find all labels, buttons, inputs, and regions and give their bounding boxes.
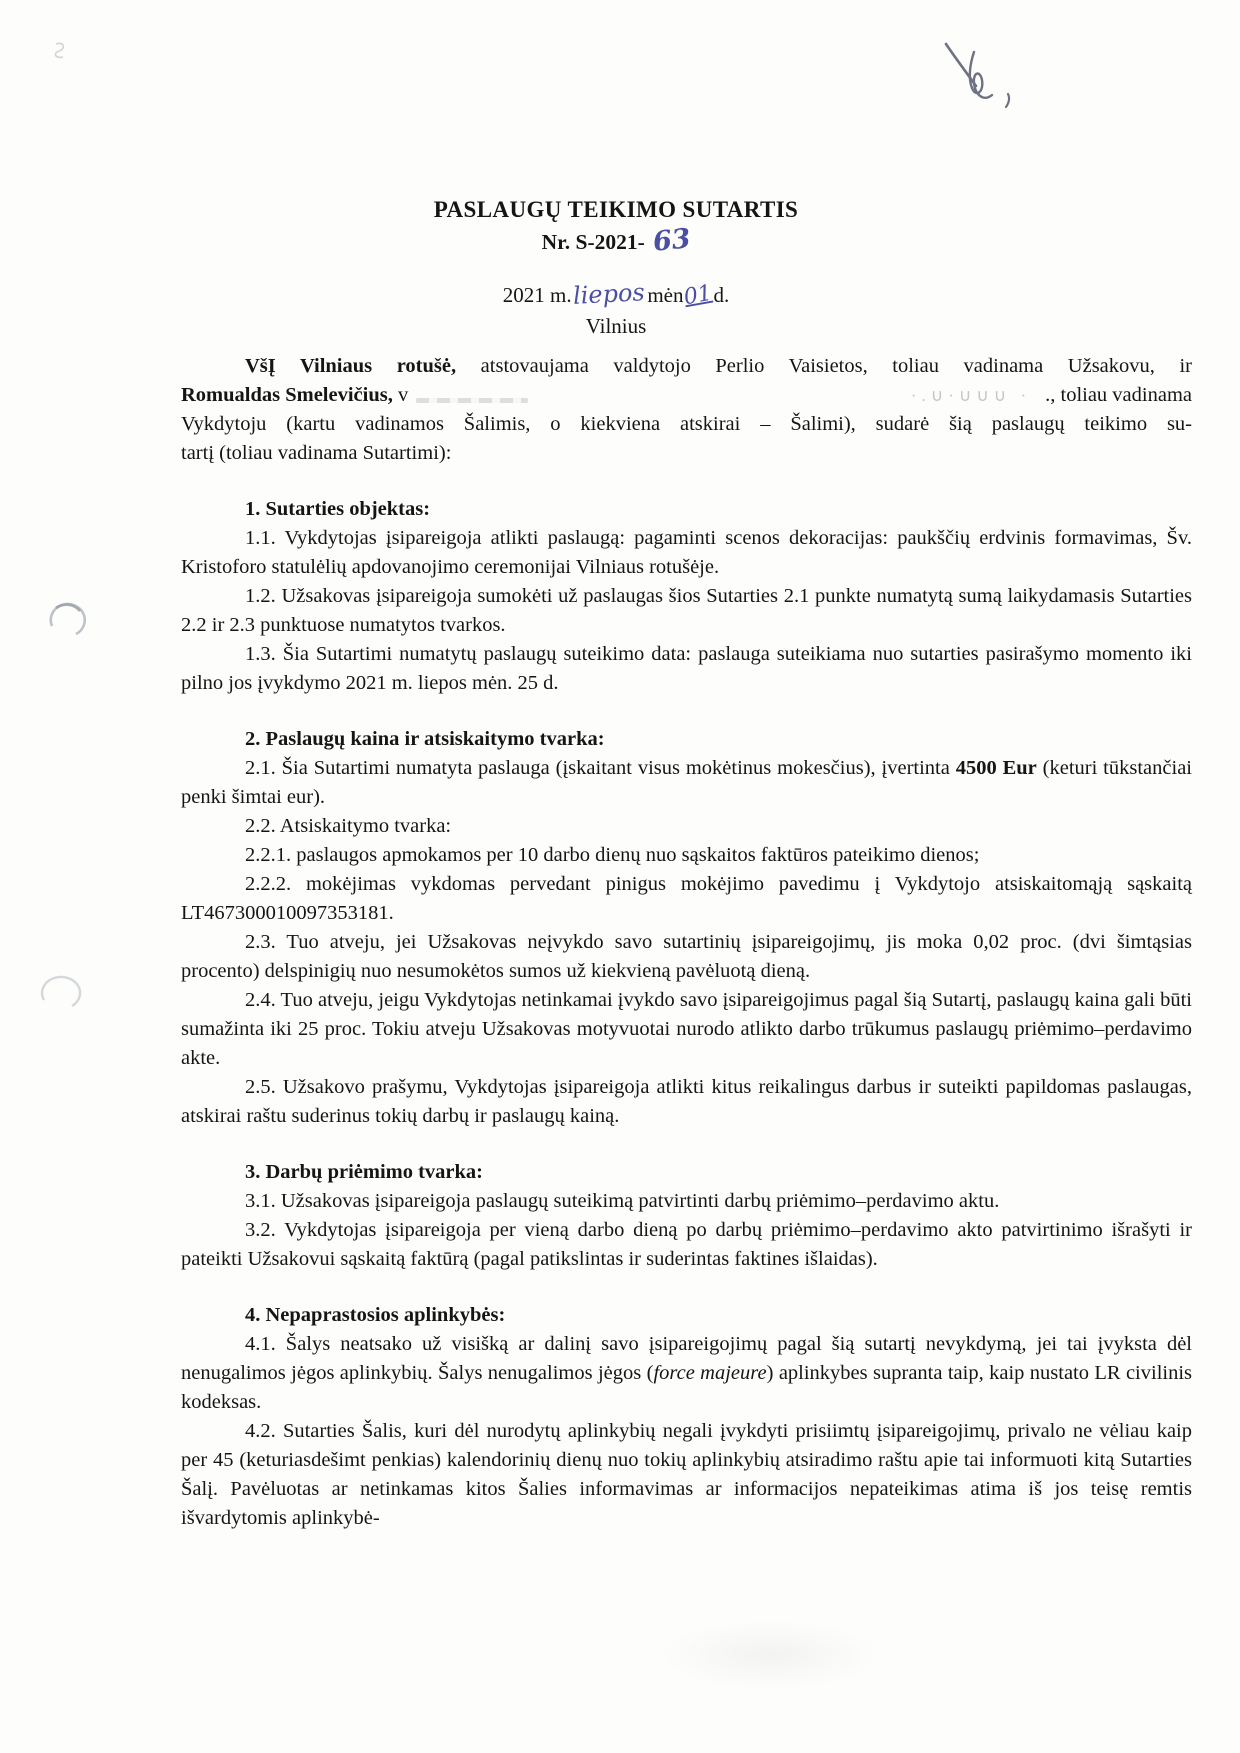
paragraph [181,582,1192,640]
paragraph [181,1073,1192,1131]
text-segment: 2.1. Šia Sutartimi numatyta paslauga (įskaitant visus mokėtinus mokesčius), įvertinta [245,757,956,779]
section-heading: 4. Nepaprastosios aplinkybės: [245,1304,506,1326]
document-title: PASLAUGŲ TEIKIMO SUTARTIS [433,197,799,222]
intro-line-3: Vykdytoju (kartu vadinamos Šalimis, o kiekviena atskirai – Šalimi), sudarė šią paslaugų teikimo su- [181,413,1192,435]
contract-number-line [0,225,1232,256]
handwritten-day: 01 [682,280,715,311]
intro-line-1-rest: atstovaujama valdytojo Perlio Vaisietos, toliau vadinama Užsakovu, ir [456,355,1192,377]
text-segment: 2.2.2. mokėjimas vykdomas pervedant pinigus mokėjimo pavedimu į Vykdytojo atsiskaitomąją sąskaitą LT467300010097353181. [181,873,1192,924]
text-segment: 1.3. Šia Sutartimi numatytų paslaugų suteikimo data: paslauga suteikiama nuo sutarties pasirašymo momento iki pilno jos įvykdymo 2021 m. liepos mėn. 25 d. [181,643,1192,694]
paragraph [181,812,1192,841]
text-segment: 1.1. Vykdytojas įsipareigoja atlikti paslaugą: pagaminti scenos dekoracijas: paukščių erdvinis formavimas, Šv. Kristoforo statulėlių apdovanojimo ceremonijai Vilniaus rotušėje. [181,527,1192,578]
intro-line-4: tartį (toliau vadinama Sutartimi): [181,442,452,464]
party-name-uzsakovas: VšĮ Vilniaus rotušė, [245,355,457,377]
erasure-smear [416,398,528,403]
text-segment: 2.3. Tuo atveju, jei Užsakovas neįvykdo savo sutartinių įsipareigojimų, jis moka 0,02 proc. (dvi šimtąsias procento) delspinigių nuo nesumokėtos sumos už kiekvieną pavėluotą dieną. [181,931,1192,982]
party-name-vykdytojas: Romualdas Smelevičius, [181,384,393,406]
text-segment: 2.2.1. paslaugos apmokamos per 10 darbo dienų nuo sąskaitos faktūros pateikimo dienos; [245,844,980,866]
contract-body [181,352,1192,1533]
paragraph [181,524,1192,582]
date-line [0,279,1232,311]
paragraph [181,754,1192,812]
text-segment: 2.4. Tuo atveju, jeigu Vykdytojas netinkamai įvykdo savo įsipareigojimus pagal šią Sutartį, paslaugų kaina gali būti sumažinta iki 25 proc. Tokiu atveju Užsakovas motyvuotai nurodo atlikto darbo trūkumus paslaugų priėmimo–perdavimo akte. [181,989,1192,1069]
text-segment: 1.2. Užsakovas įsipareigoja sumokėti už paslaugas šios Sutarties 2.1 punkte numatytą sumą laikydamasis Sutarties 2.2 ir 2.3 punktuose numatytos tvarkos. [181,585,1192,636]
paragraph [181,928,1192,986]
contract-number-prefix: Nr. S-2021- [541,230,645,254]
text-segment: 4.2. Sutarties Šalis, kuri dėl nurodytų aplinkybių negali įvykdyti prisiimtų įsipareigojimų, privalo ne vėliau kaip per 45 (keturiasdešimt penkias) kalendorinių dienų nuo tokių aplinkybių atsiradimo raštu apie tai informuoti kitą Sutarties Šalį. Pavėluotas ar netinkamas kitos Šalies informavimas ar informacijos nepateikimas atima iš jos teisę remtis išvardytomis aplinkybė- [181,1420,1192,1529]
handwritten-contract-number: 63 [651,223,692,258]
text-segment: 2.2. Atsiskaitymo tvarka: [245,815,452,837]
text-segment: force majeure [653,1362,767,1384]
text-segment: ) aplinkybes supranta taip, kaip nustato LR civilinis kodeksas. [181,1362,1193,1413]
sections-container [181,495,1192,1533]
document-header [0,197,1232,256]
handwritten-month: liepos [571,278,645,310]
scanner-ring-artifact-icon [44,596,92,642]
text-segment: (keturi tūkstančiai penki šimtai eur). [181,757,1192,808]
scanner-ring-artifact-icon [36,968,88,1014]
text-segment: 4500 Eur [955,757,1037,779]
intro-line-2 [181,381,1192,410]
section-heading: 3. Darbų priėmimo tvarka: [245,1161,484,1183]
handwritten-initials-icon [928,38,1028,118]
paragraph [181,1330,1192,1417]
date-men-label: mėn [647,283,684,307]
intro-line-2-right: ., toliau vadinama [1045,384,1192,406]
section-heading: 1. Sutarties objektas: [245,498,431,520]
text-segment: 3.1. Užsakovas įsipareigoja paslaugų suteikimą patvirtinti darbų priėmimo–perdavimo aktu. [245,1190,1000,1212]
city-line: Vilnius [585,314,647,338]
scan-smudge [660,1620,880,1690]
redacted-area [408,381,1045,410]
date-block [0,279,1232,341]
paragraph [181,841,1192,870]
date-year: 2021 m. [502,283,572,307]
paragraph [181,1187,1192,1216]
date-d-label: d. [713,283,730,307]
paragraph [181,640,1192,698]
text-segment: 3.2. Vykdytojas įsipareigoja per vieną darbo dieną po darbų priėmimo–perdavimo akto patvirtinimo išrašyti ir pateikti Užsakovui sąskaitą faktūrą (pagal patikslintas ir suderintas faktines išlaidas). [181,1219,1192,1270]
erasure-remnants: ·.∪·∪∪∪ · [910,386,1032,405]
paragraph [181,1216,1192,1274]
paragraph [181,1417,1192,1533]
paragraph [181,870,1192,928]
text-segment: 4.1. Šalys neatsako už visišką ar dalinį savo įsipareigojimų pagal šią sutartį nevykdymą, jei tai įvyksta dėl nenugalimos jėgos aplinkybių. Šalys nenugalimos jėgos ( [181,1333,1192,1384]
intro-line-2-left [181,381,408,410]
section-heading: 2. Paslaugų kaina ir atsiskaitymo tvarka: [245,728,605,750]
intro-line-2-left-plain: v [392,384,409,406]
intro-line-1 [181,352,1192,381]
scan-speck-icon [50,40,74,68]
paragraph [181,986,1192,1073]
text-segment: 2.5. Užsakovo prašymu, Vykdytojas įsipareigoja atlikti kitus reikalingus darbus ir suteikti papildomas paslaugas, atskirai raštu suderinus tokių darbų ir paslaugų kainą. [181,1076,1192,1127]
